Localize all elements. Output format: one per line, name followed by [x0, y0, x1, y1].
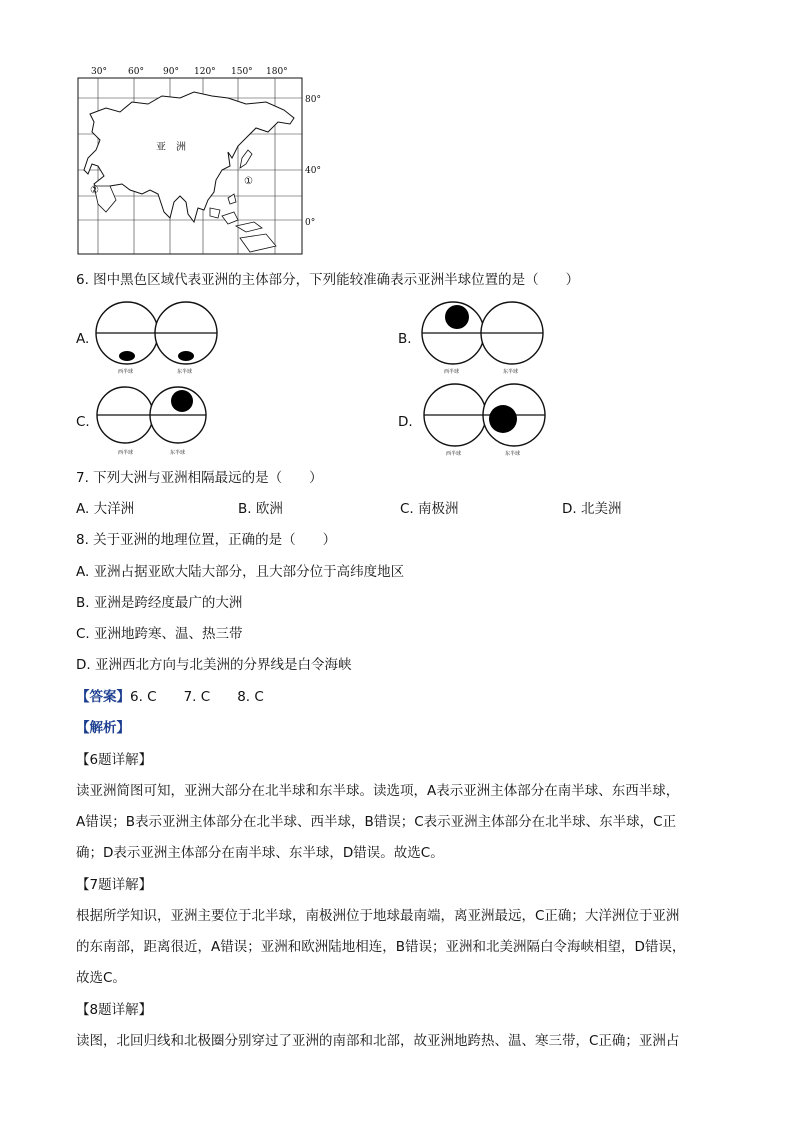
q7-option-b: B. 欧洲 — [238, 501, 283, 517]
lon-label-120: 120° — [194, 67, 216, 77]
q7-stem: 7. 下列大洲与亚洲相隔最远的是（ ） — [76, 470, 323, 486]
q6-option-d-letter: D. — [398, 414, 413, 430]
lon-label-150: 150° — [231, 67, 253, 77]
section-6-line-2: A错误；B表示亚洲主体部分在北半球、西半球，B错误；C表示亚洲主体部分在北半球、东半球，C正 — [76, 814, 677, 830]
q7-option-c: C. 南极洲 — [400, 501, 459, 517]
lon-label-30: 30° — [91, 67, 107, 77]
lon-label-180: 180° — [266, 67, 288, 77]
section-8-line-1: 读图，北回归线和北极圈分别穿过了亚洲的南部和北部，故亚洲地跨热、温、寒三带，C正确；亚洲占 — [76, 1033, 680, 1049]
lat-label-0: 0° — [305, 218, 316, 228]
west-caption: 西半球 — [118, 450, 134, 456]
east-caption: 东半球 — [505, 451, 521, 457]
east-caption: 东半球 — [170, 450, 186, 456]
q8-option-d: D. 亚洲西北方向与北美洲的分界线是白令海峡 — [76, 657, 352, 673]
asia-blob-east — [171, 390, 193, 412]
q8-stem: 8. 关于亚洲的地理位置，正确的是（ ） — [76, 532, 337, 548]
asia-blob-west — [445, 305, 469, 329]
q8-option-c: C. 亚洲地跨寒、温、热三带 — [76, 626, 243, 642]
west-caption: 西半球 — [118, 369, 134, 375]
analysis-label: 【解析】 — [76, 720, 130, 736]
section-7-line-3: 故选C。 — [76, 970, 126, 986]
japan-island — [240, 150, 252, 168]
lon-label-90: 90° — [163, 67, 179, 77]
section-6-title: 【6题详解】 — [76, 752, 153, 768]
section-7-title: 【7题详解】 — [76, 877, 153, 893]
q7-option-a: A. 大洋洲 — [76, 501, 135, 517]
q6-option-c-figure — [94, 384, 220, 462]
southeast-islands — [210, 194, 276, 252]
west-caption: 西半球 — [446, 451, 462, 457]
marker-1: ① — [244, 176, 253, 187]
section-6-line-1: 读亚洲简图可知，亚洲大部分在北半球和东半球。读选项，A表示亚洲主体部分在南半球、东西半球， — [76, 783, 680, 799]
asia-blob-west — [119, 351, 135, 361]
lon-label-60: 60° — [128, 67, 144, 77]
lat-label-80: 80° — [305, 95, 321, 105]
section-7-line-1: 根据所学知识，亚洲主要位于北半球，南极洲位于地球最南端，离亚洲最远，C正确；大洋洲位于亚洲 — [76, 908, 680, 924]
asia-outline — [84, 92, 294, 222]
q6-option-d-figure — [422, 382, 548, 460]
q6-stem: 6. 图中黑色区域代表亚洲的主体部分，下列能较准确表示亚洲半球位置的是（ ） — [76, 272, 580, 288]
continent-label: 亚 洲 — [156, 142, 186, 153]
q6-option-b-letter: B. — [398, 331, 412, 347]
answer-values: 6. C 7. C 8. C — [130, 689, 264, 705]
section-7-line-2: 的东南部，距离很近，A错误；亚洲和欧洲陆地相连，B错误；亚洲和北美洲隔白令海峡相望，D错误， — [76, 939, 686, 955]
section-6-line-3: 确；D表示亚洲主体部分在南半球、东半球，D错误。故选C。 — [76, 845, 444, 861]
answer-label: 【答案】 — [76, 689, 130, 705]
q8-option-b: B. 亚洲是跨经度最广的大洲 — [76, 595, 243, 611]
east-caption: 东半球 — [177, 369, 193, 375]
lat-label-40: 40° — [305, 166, 321, 176]
west-caption: 西半球 — [444, 369, 460, 375]
q8-option-a: A. 亚洲占据亚欧大陆大部分，且大部分位于高纬度地区 — [76, 564, 405, 580]
section-8-title: 【8题详解】 — [76, 1002, 153, 1018]
asia-blob-east — [489, 405, 517, 433]
q6-option-c-letter: C. — [76, 414, 90, 430]
asia-blob-east — [178, 351, 194, 361]
q6-option-b-figure — [420, 300, 546, 378]
q6-option-a-figure — [94, 300, 220, 378]
east-caption: 东半球 — [503, 369, 519, 375]
answer-row — [76, 689, 264, 705]
asia-map — [70, 62, 330, 258]
marker-2: ② — [90, 185, 99, 196]
q7-option-d: D. 北美洲 — [562, 501, 622, 517]
q6-option-a-letter: A. — [76, 331, 90, 347]
